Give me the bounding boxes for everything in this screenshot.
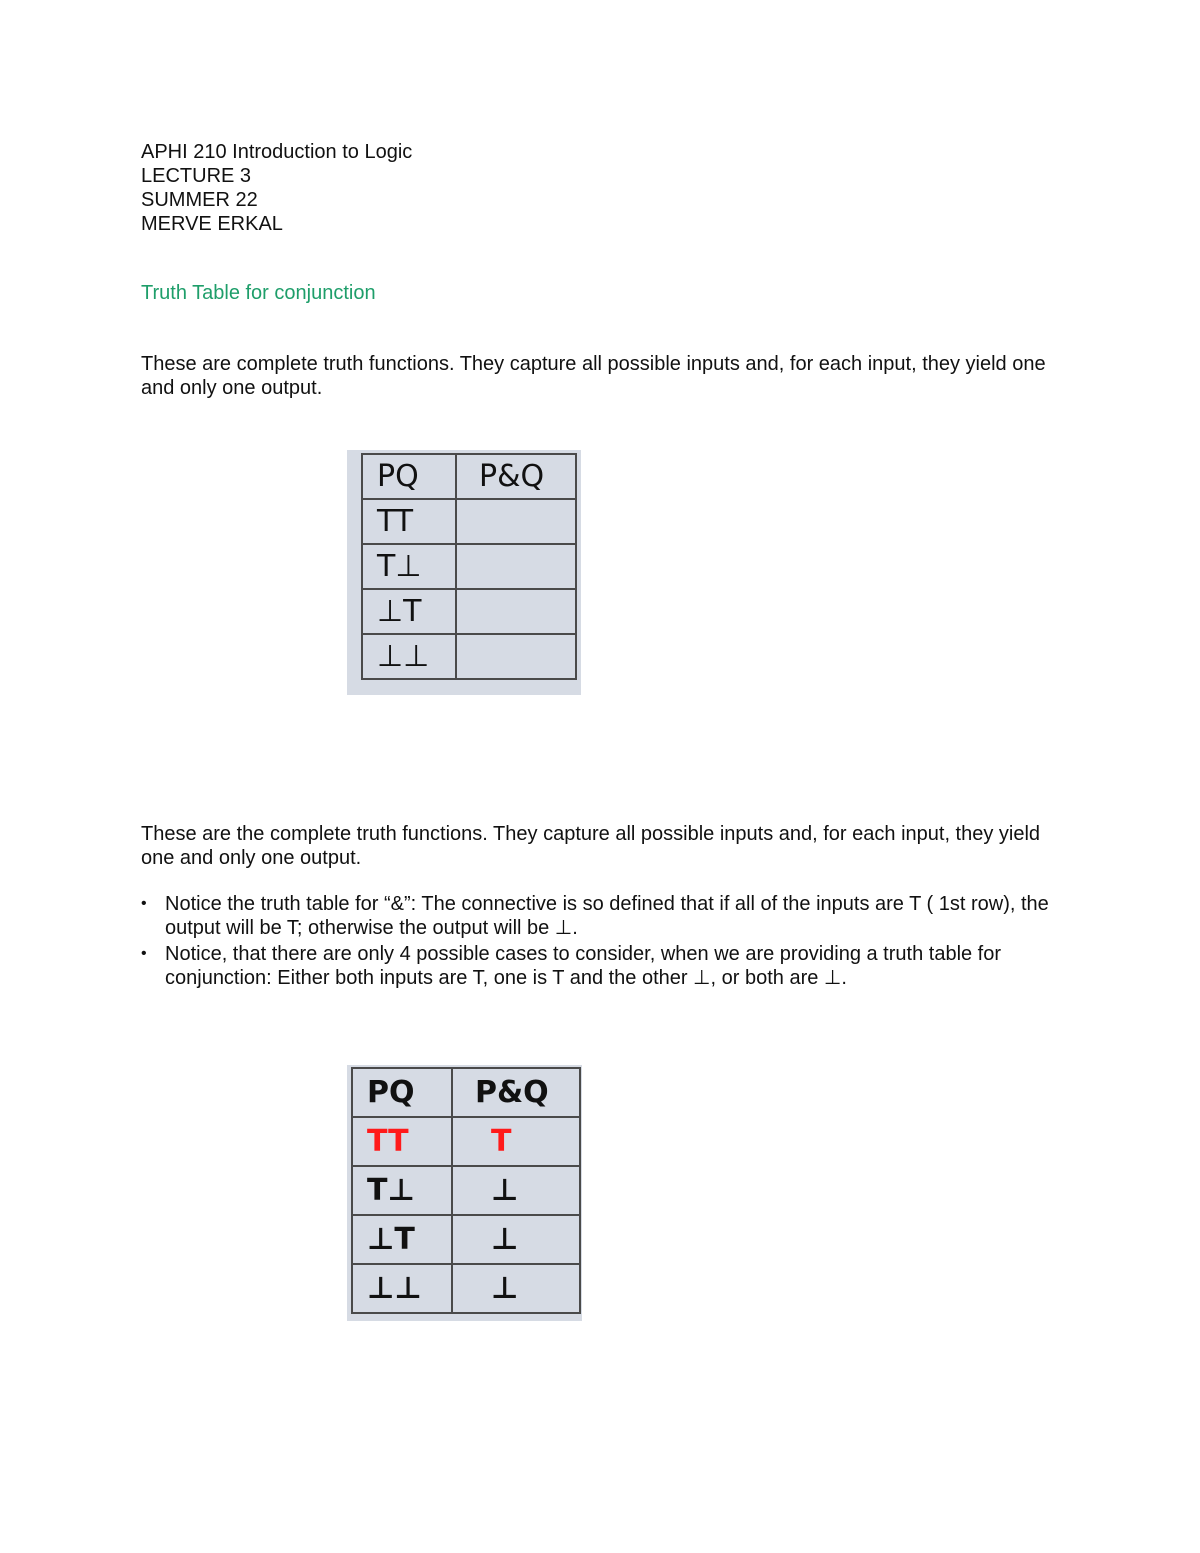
filled-truth-table: [351, 1067, 581, 1314]
table-row: [362, 589, 576, 634]
empty-truth-table: [361, 453, 577, 680]
table-row: [362, 544, 576, 589]
input-cell: ⊥T: [362, 589, 456, 634]
list-item-text: Notice the truth table for “&”: The connective is so defined that if all of the inputs are T ( 1st row), the output will be T; otherwise the output will be ⊥.: [165, 893, 1049, 939]
document-header: [141, 140, 412, 236]
output-cell: ⊥: [452, 1264, 580, 1313]
output-cell: T: [452, 1117, 580, 1166]
bullet-icon: •: [141, 945, 147, 962]
table-row: [352, 1264, 580, 1313]
output-cell: [456, 499, 576, 544]
input-cell: ⊥⊥: [362, 634, 456, 679]
lecture-label: LECTURE 3: [141, 165, 252, 187]
header-cell-p-and-q: P&Q: [452, 1068, 580, 1117]
input-cell: TT: [352, 1117, 452, 1166]
table-header-row: [362, 454, 576, 499]
table-row: [362, 499, 576, 544]
table-row: [352, 1166, 580, 1215]
list-item-text: Notice, that there are only 4 possible cases to consider, when we are providing a truth table for conjunction: Either both inputs are T, one is T and the other ⊥, or both are ⊥.: [165, 943, 1002, 989]
header-cell-pq: PQ: [362, 454, 456, 499]
table-row: [352, 1215, 580, 1264]
term-label: SUMMER 22: [141, 189, 258, 211]
empty-truth-table-image: [347, 450, 581, 695]
output-cell: [456, 634, 576, 679]
course-title: APHI 210 Introduction to Logic: [141, 141, 413, 163]
input-cell: TT: [362, 499, 456, 544]
intro-paragraph: These are complete truth functions. They capture all possible inputs and, for each input, they yield one and only one output.: [141, 353, 1046, 399]
table-row: [362, 634, 576, 679]
input-cell: T⊥: [352, 1166, 452, 1215]
author-name: MERVE ERKAL: [141, 213, 283, 235]
header-cell-pq: PQ: [352, 1068, 452, 1117]
header-cell-p-and-q: P&Q: [456, 454, 576, 499]
table-row-highlighted: [352, 1117, 580, 1166]
list-item: [141, 942, 1061, 990]
input-cell: T⊥: [362, 544, 456, 589]
section-heading: Truth Table for conjunction: [141, 282, 376, 304]
table-header-row: [352, 1068, 580, 1117]
bullet-icon: •: [141, 895, 147, 912]
output-cell: [456, 544, 576, 589]
filled-truth-table-image: [347, 1065, 582, 1321]
output-cell: [456, 589, 576, 634]
output-cell: ⊥: [452, 1166, 580, 1215]
list-item: [141, 892, 1061, 940]
output-cell: ⊥: [452, 1215, 580, 1264]
input-cell: ⊥T: [352, 1215, 452, 1264]
input-cell: ⊥⊥: [352, 1264, 452, 1313]
explanation-paragraph: These are the complete truth functions. They capture all possible inputs and, for each input, they yield one and only one output.: [141, 823, 1041, 869]
notes-list: [141, 892, 1061, 992]
